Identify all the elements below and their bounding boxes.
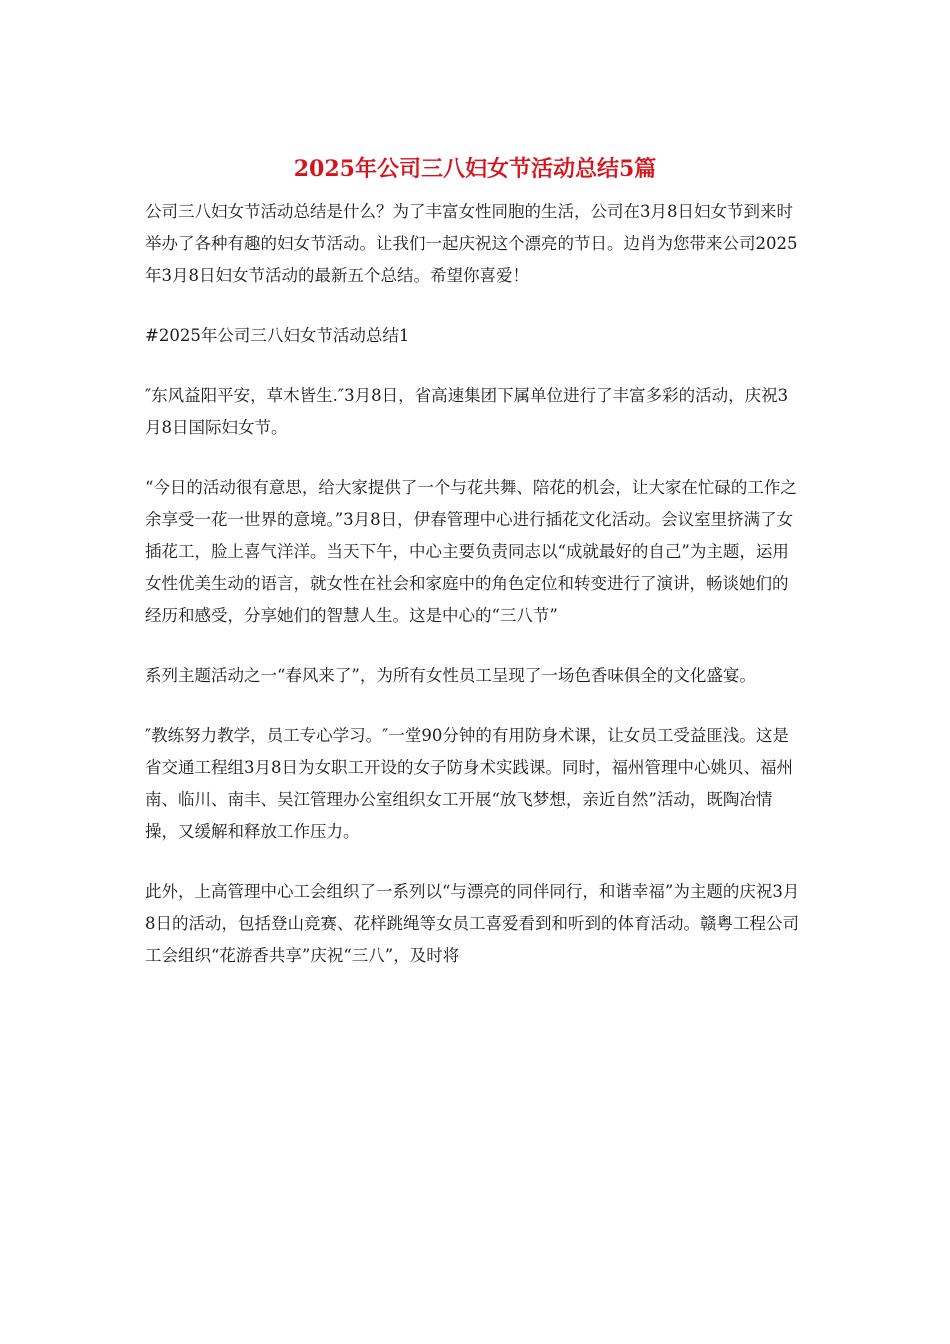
paragraph: 此外，上高管理中心工会组织了一系列以“与漂亮的同伴同行，和谐幸福”为主题的庆祝3月8日的活动，包括登山竞赛、花样跳绳等女员工喜爱看到和听到的体育活动。赣粤工程公司工会组织“花游香共享”庆祝“三八”，及时将 bbox=[145, 882, 800, 965]
paragraph: “今日的活动很有意思，给大家提供了一个与花共舞、陪花的机会，让大家在忙碌的工作之余享受一花一世界的意境。”3月8日，伊春管理中心进行插花文化活动。会议室里挤满了女插花工，脸上喜气洋洋。当天下午，中心主要负责同志以“成就最好的自己”为主题，运用女性优美生动的语言，就女性在社会和家庭中的角色定位和转变进行了演讲，畅谈她们的经历和感受，分享她们的智慧人生。这是中心的“三八节” bbox=[145, 478, 797, 625]
paragraph: ″东风益阳平安，草木皆生.″3月8日，省高速集团下属单位进行了丰富多彩的活动，庆祝3月8日国际妇女节。 bbox=[145, 386, 789, 437]
paragraph: 系列主题活动之一“春风来了”，为所有女性员工呈现了一场色香味俱全的文化盛宴。 bbox=[145, 666, 756, 685]
document-title: 2025年公司三八妇女节活动总结5篇 bbox=[293, 156, 657, 182]
section-heading: #2025年公司三八妇女节活动总结1 bbox=[145, 326, 410, 345]
document-body bbox=[145, 196, 800, 1000]
paragraph: ″教练努力教学，员工专心学习。″一堂90分钟的有用防身术课，让女员工受益匪浅。这是省交通工程组3月8日为女职工开设的女子防身术实践课。同时，福州管理中心姚贝、福州南、临川、南丰、吴江管理办公室组织女工开展“放飞梦想，亲近自然”活动，既陶冶情操，又缓解和释放工作压力。 bbox=[145, 726, 793, 841]
paragraph-intro: 公司三八妇女节活动总结是什么？为了丰富女性同胞的生活，公司在3月8日妇女节到来时举办了各种有趣的妇女节活动。让我们一起庆祝这个漂亮的节日。边肖为您带来公司2025年3月8日妇女节活动的最新五个总结。希望你喜爱！ bbox=[145, 202, 798, 285]
